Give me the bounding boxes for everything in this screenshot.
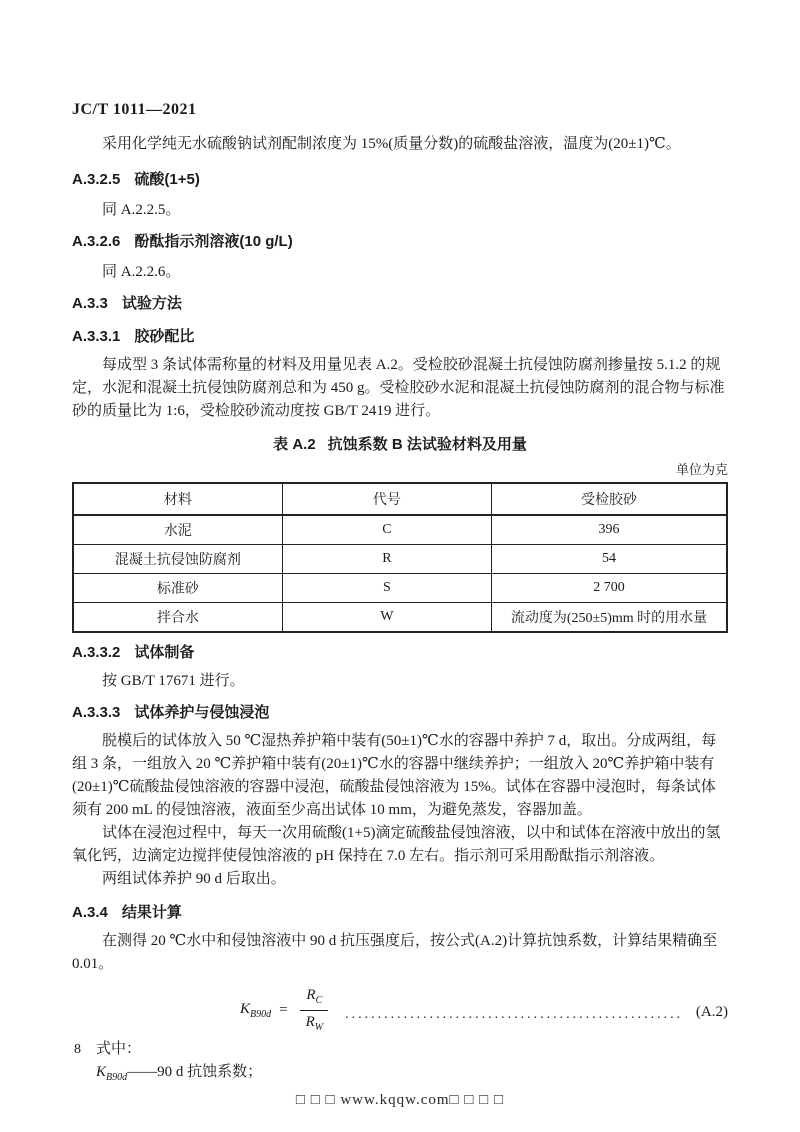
where-clause: 式中：: [96, 1041, 142, 1057]
formula-lhs-base: K: [240, 1000, 251, 1017]
equals-sign: =: [279, 1001, 288, 1018]
formula-dot-leader: ....................................................: [345, 1007, 684, 1022]
materials-table: [72, 482, 728, 633]
definition-text: 90 d 抗蚀系数；: [157, 1064, 263, 1080]
formula-fraction: [300, 986, 330, 1035]
cell-symbol: S: [282, 574, 491, 603]
fraction-denominator: [300, 1011, 330, 1035]
paragraph-a333-curing: 脱模后的试体放入 50 ℃湿热养护箱中装有(50±1)℃水的容器中养护 7 d，取出。分成两组，每组 3 条，一组放入 20 ℃养护箱中装有(20±1)℃水的容器中继续养护；一组放入 20℃养护箱中装有(20±1)℃硫酸盐侵蚀溶液的容器中浸泡，硫酸盐侵蚀溶液为 15%。试体在容器中浸泡时，每条试体须有 200 mL 的侵蚀溶液，液面至少高出试体 10 mm，为避免蒸发，容器加盖。: [72, 733, 717, 818]
definition-dash: ——: [127, 1064, 158, 1080]
column-header-mortar: 受检胶砂: [492, 483, 727, 515]
section-number: A.3.3: [72, 295, 108, 312]
standard-code: JC/T 1011—2021: [72, 101, 197, 118]
table-number: 表 A.2: [273, 436, 316, 453]
cell-material: 拌合水: [73, 603, 282, 633]
table-header-row: [73, 483, 727, 515]
cell-material: 标准砂: [73, 574, 282, 603]
cell-value: 54: [492, 545, 727, 574]
paragraph-a333-titration: 试体在浸泡过程中，每天一次用硫酸(1+5)滴定硫酸盐侵蚀溶液，以中和试体在溶液中放出的氢氧化钙，边滴定边搅拌使侵蚀溶液的 pH 保持在 7.0 左右。指示剂可采用酚酞指示剂溶液。: [72, 825, 721, 864]
section-title: 试验方法: [121, 295, 182, 312]
cell-material: 水泥: [73, 515, 282, 545]
formula-label: (A.2): [695, 1003, 728, 1020]
section-number: A.3.3.2: [72, 644, 121, 661]
cell-value: 2 700: [492, 574, 727, 603]
section-title: 酚酞指示剂溶液(10 g/L): [134, 233, 293, 250]
cell-symbol: C: [282, 515, 491, 545]
section-number: A.3.4: [72, 904, 108, 921]
cell-symbol: R: [282, 545, 491, 574]
section-number: A.3.3.1: [72, 328, 121, 345]
symbol-definition: [96, 1061, 728, 1089]
table-row: [73, 545, 727, 574]
formula-lhs-subscript: B90d: [250, 1008, 272, 1020]
section-heading-a325: [72, 168, 728, 191]
section-number: A.3.2.5: [72, 171, 121, 188]
paragraph-a331: 每成型 3 条试体需称量的材料及用量见表 A.2。受检胶砂混凝土抗侵蚀防腐剂掺量按 5.1.2 的规定，水泥和混凝土抗侵蚀防腐剂总和为 450 g。受检胶砂水泥和混凝土抗侵蚀防腐剂的混合物与标准砂的质量比为 1:6，受检胶砂流动度按 GB/T 2419 进行。: [72, 357, 725, 419]
paragraph-a34: 在测得 20 ℃水中和侵蚀溶液中 90 d 抗压强度后，按公式(A.2)计算抗蚀系数，计算结果精确至 0.01。: [72, 933, 718, 972]
section-title: 试体养护与侵蚀浸泡: [134, 704, 270, 721]
section-heading-a331: [72, 325, 728, 348]
definition-term: [96, 1064, 128, 1083]
section-heading-a326: [72, 230, 728, 253]
formula-a2: [72, 984, 728, 1036]
section-heading-a333: [72, 701, 728, 724]
section-heading-a33: [72, 292, 728, 315]
page-number: 8: [74, 1042, 81, 1057]
table-row: [73, 574, 727, 603]
section-title: 试体制备: [134, 644, 195, 661]
section-number: A.3.2.6: [72, 233, 121, 250]
formula-lhs: [240, 1001, 271, 1020]
section-number: A.3.3.3: [72, 704, 121, 721]
paragraph-a332: 按 GB/T 17671 进行。: [102, 673, 245, 689]
paragraph-intro: 采用化学纯无水硫酸钠试剂配制浓度为 15%(质量分数)的硫酸盐溶液，温度为(20±1)℃。: [102, 136, 681, 152]
unit-note: 单位为克: [675, 462, 728, 477]
numerator-base: R: [306, 986, 316, 1003]
column-header-material: 材料: [73, 483, 282, 515]
section-title: 硫酸(1+5): [134, 171, 200, 188]
table-row: [73, 603, 727, 633]
footer-watermark: □ □ □ www.kqqw.com□ □ □ □: [295, 1092, 505, 1108]
cell-value: 流动度为(250±5)mm 时的用水量: [492, 603, 727, 633]
cell-symbol: W: [282, 603, 491, 633]
section-heading-a332: [72, 641, 728, 664]
cell-value: 396: [492, 515, 727, 545]
definition-term-base: K: [96, 1064, 107, 1080]
table-caption: 抗蚀系数 B 法试验材料及用量: [327, 436, 527, 453]
numerator-subscript: C: [315, 994, 323, 1006]
paragraph-a326: 同 A.2.2.6。: [102, 264, 181, 280]
denominator-base: R: [305, 1013, 315, 1030]
cell-material: 混凝土抗侵蚀防腐剂: [73, 545, 282, 574]
paragraph-a333-removal: 两组试体养护 90 d 后取出。: [102, 871, 286, 887]
table-title: [72, 433, 728, 456]
paragraph-a325: 同 A.2.2.5。: [102, 202, 181, 218]
column-header-symbol: 代号: [282, 483, 491, 515]
table-row: [73, 515, 727, 545]
section-title: 结果计算: [121, 904, 182, 921]
section-title: 胶砂配比: [134, 328, 195, 345]
fraction-numerator: [300, 986, 328, 1011]
denominator-subscript: W: [314, 1021, 324, 1033]
section-heading-a34: [72, 901, 728, 924]
definition-term-subscript: B90d: [106, 1072, 128, 1083]
